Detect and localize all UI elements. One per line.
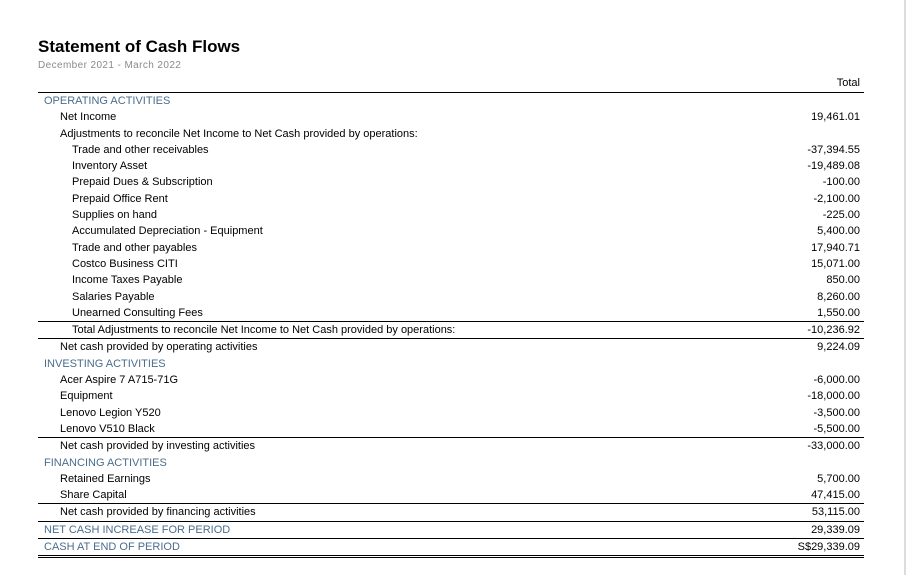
- subtotal-row-financing[interactable]: [38, 503, 864, 520]
- row-label: Unearned Consulting Fees: [72, 306, 203, 319]
- row-label: CASH AT END OF PERIOD: [44, 541, 180, 554]
- row-amount[interactable]: -19,489.08: [807, 160, 860, 173]
- row-label: Share Capital: [60, 489, 127, 502]
- section-label: FINANCING ACTIVITIES: [44, 456, 167, 469]
- row-amount[interactable]: 9,224.09: [817, 341, 860, 354]
- table-row[interactable]: [38, 372, 864, 388]
- table-row[interactable]: [38, 421, 864, 437]
- row-label: Costco Business CITI: [72, 257, 178, 270]
- row-label: Salaries Payable: [72, 290, 155, 303]
- row-amount[interactable]: 29,339.09: [811, 523, 860, 536]
- row-amount[interactable]: -100.00: [822, 176, 860, 189]
- row-label: Inventory Asset: [72, 160, 148, 173]
- table-row[interactable]: [38, 240, 864, 256]
- column-header-row: [38, 76, 864, 93]
- row-amount[interactable]: -3,500.00: [813, 406, 860, 419]
- row-label: Acer Aspire 7 A715-71G: [60, 374, 179, 387]
- row-amount[interactable]: 850.00: [826, 274, 860, 287]
- section-heading-operating[interactable]: [38, 93, 864, 109]
- row-label: Trade and other payables: [72, 241, 197, 254]
- table-row[interactable]: [38, 174, 864, 190]
- section-label: OPERATING ACTIVITIES: [44, 95, 171, 107]
- row-label: Adjustments to reconcile Net Income to Net Cash provided by operations:: [60, 127, 418, 140]
- report-period: December 2021 - March 2022: [38, 60, 182, 71]
- row-label: Supplies on hand: [72, 209, 158, 222]
- column-header-total: Total: [836, 77, 860, 89]
- row-label: Lenovo Legion Y520: [60, 406, 161, 419]
- row-label: NET CASH INCREASE FOR PERIOD: [44, 523, 231, 536]
- row-amount[interactable]: 1,550.00: [817, 306, 860, 319]
- row-label: Prepaid Dues & Subscription: [72, 176, 213, 189]
- row-label: Equipment: [60, 390, 113, 403]
- table-row[interactable]: [38, 109, 864, 125]
- table-row[interactable]: [38, 207, 864, 223]
- report-rows: [38, 93, 864, 558]
- table-row[interactable]: [38, 471, 864, 487]
- row-amount[interactable]: 8,260.00: [817, 290, 860, 303]
- cash-flow-report: [38, 36, 864, 554]
- table-row[interactable]: [38, 305, 864, 321]
- total-row-net-increase[interactable]: [38, 521, 864, 538]
- row-amount[interactable]: -2,100.00: [813, 192, 860, 205]
- row-label: Lenovo V510 Black: [60, 422, 155, 435]
- row-label: Accumulated Depreciation - Equipment: [72, 225, 263, 238]
- row-amount[interactable]: S$29,339.09: [797, 541, 860, 554]
- subtotal-row-operating[interactable]: [38, 338, 864, 355]
- table-row[interactable]: [38, 256, 864, 272]
- table-row[interactable]: [38, 191, 864, 207]
- section-heading-investing[interactable]: [38, 356, 864, 372]
- table-row[interactable]: [38, 487, 864, 503]
- row-amount[interactable]: 15,071.00: [811, 257, 860, 270]
- row-amount[interactable]: -5,500.00: [813, 422, 860, 435]
- row-label: Prepaid Office Rent: [72, 192, 168, 205]
- row-label: Trade and other receivables: [72, 143, 209, 156]
- table-row[interactable]: [38, 405, 864, 421]
- report-title: Statement of Cash Flows: [38, 37, 241, 56]
- row-amount[interactable]: -10,236.92: [807, 324, 860, 337]
- row-amount[interactable]: 17,940.71: [811, 241, 860, 254]
- row-label: Net cash provided by financing activities: [60, 506, 256, 519]
- table-row[interactable]: [38, 272, 864, 288]
- row-amount[interactable]: 53,115.00: [811, 506, 860, 519]
- table-row[interactable]: [38, 223, 864, 239]
- subtotal-row-adjustments[interactable]: [38, 321, 864, 338]
- row-amount[interactable]: 5,400.00: [817, 225, 860, 238]
- row-amount[interactable]: -37,394.55: [807, 143, 860, 156]
- row-label: Income Taxes Payable: [72, 274, 183, 287]
- row-label: Total Adjustments to reconcile Net Income to Net Cash provided by operations:: [72, 324, 456, 337]
- row-amount[interactable]: 47,415.00: [811, 489, 860, 502]
- subtotal-row-investing[interactable]: [38, 437, 864, 454]
- table-row[interactable]: [38, 388, 864, 404]
- section-heading-financing[interactable]: [38, 455, 864, 471]
- row-label: Net Income: [60, 111, 117, 124]
- table-row[interactable]: [38, 289, 864, 305]
- table-row[interactable]: [38, 158, 864, 174]
- section-label: INVESTING ACTIVITIES: [44, 357, 166, 370]
- table-row[interactable]: [38, 142, 864, 158]
- row-label: Net cash provided by operating activities: [60, 341, 258, 354]
- row-label: Net cash provided by investing activities: [60, 440, 256, 453]
- row-amount[interactable]: -18,000.00: [807, 390, 860, 403]
- total-row-end-of-period[interactable]: [38, 538, 864, 558]
- row-amount[interactable]: -6,000.00: [813, 374, 860, 387]
- row-amount[interactable]: -225.00: [822, 209, 860, 222]
- row-amount[interactable]: -33,000.00: [807, 440, 860, 453]
- row-label: Retained Earnings: [60, 472, 151, 485]
- table-row[interactable]: [38, 126, 864, 142]
- row-amount[interactable]: 5,700.00: [817, 472, 860, 485]
- row-amount[interactable]: 19,461.01: [811, 111, 860, 124]
